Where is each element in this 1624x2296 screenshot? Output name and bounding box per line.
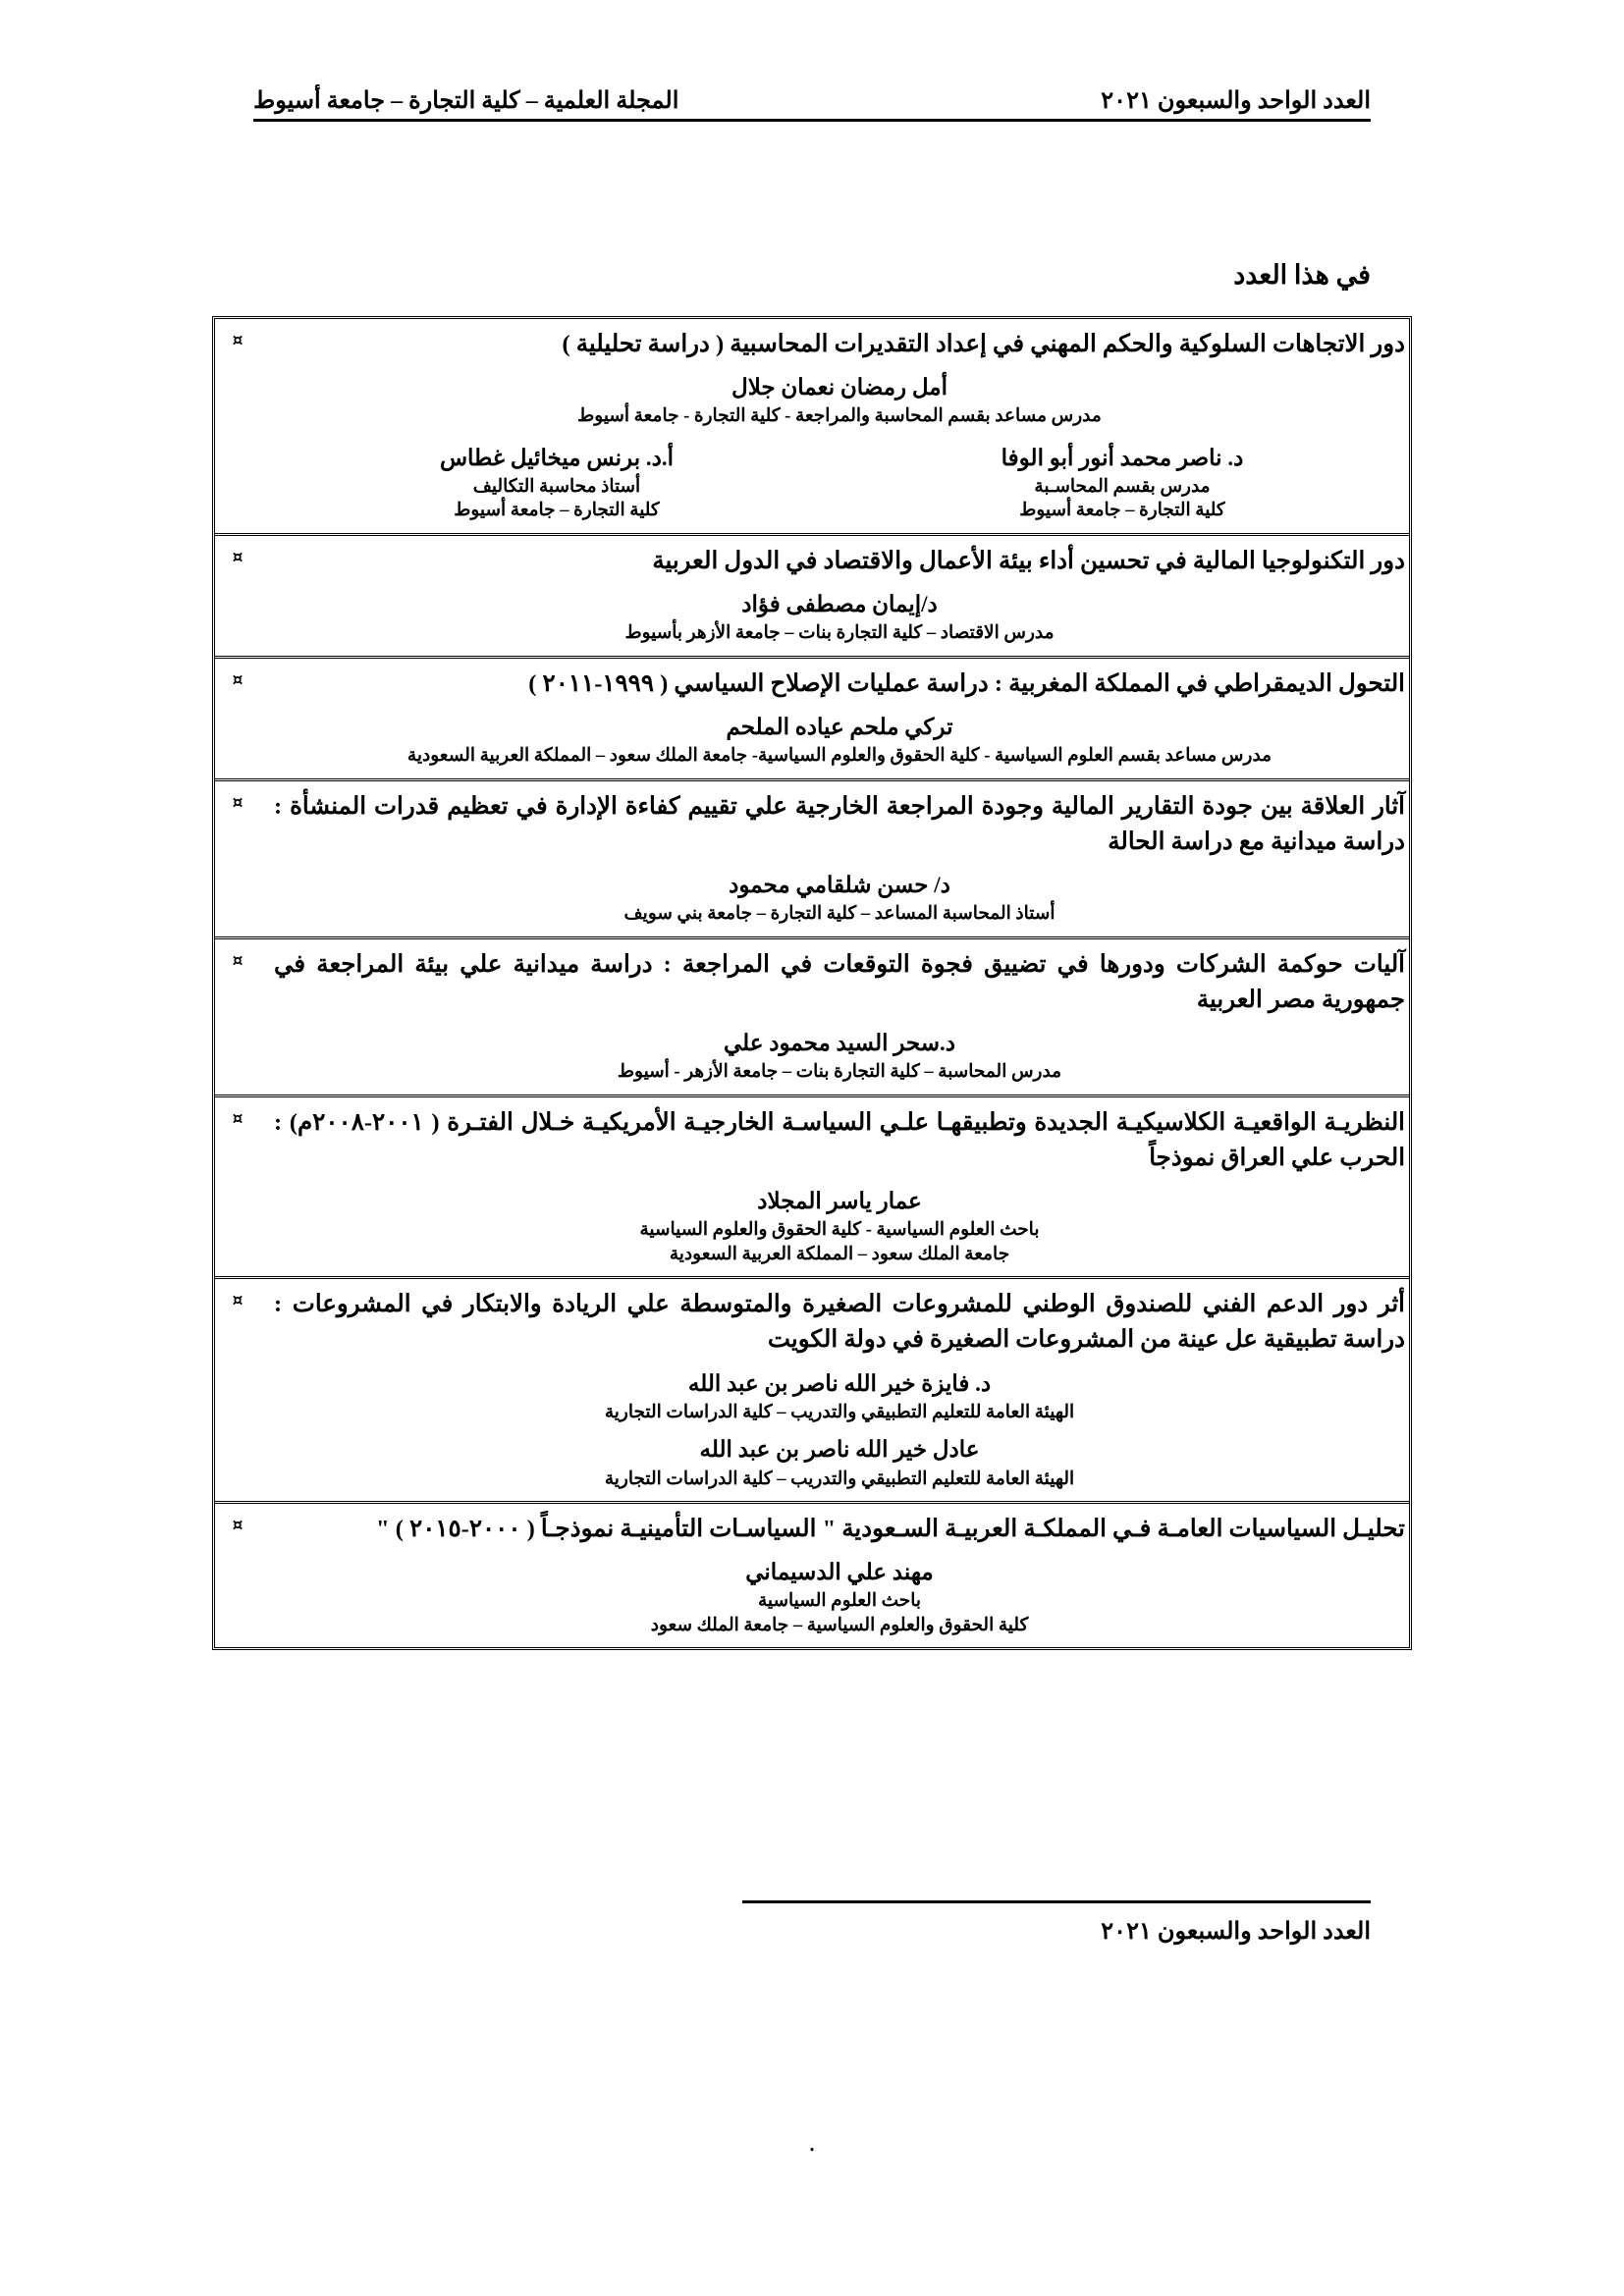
article-entry <box>260 536 1409 656</box>
author-affiliation: مدرس المحاسبة – كلية التجارة بنات – جامعة الأزهر - أسيوط <box>617 1062 1062 1083</box>
bullet-glyph: ¤ <box>232 792 244 813</box>
bullet-glyph: ¤ <box>232 331 244 350</box>
article-entry <box>260 1097 1409 1277</box>
bullet-marker-icon <box>215 939 260 1095</box>
article-title[interactable]: دور التكنولوجيا المالية في تحسين أداء بيئة الأعمال والاقتصاد في الدول العربية <box>652 547 1405 574</box>
table-row[interactable] <box>215 319 1409 536</box>
bullet-marker-icon <box>215 1504 260 1647</box>
author-affiliation: مدرس بقسم المحاسـبة <box>1034 477 1211 498</box>
author-block <box>274 870 1405 927</box>
author-affiliation: باحث العلوم السياسية - كلية الحقوق والعلوم السياسية <box>639 1220 1040 1241</box>
bullet-marker-icon <box>215 1279 260 1501</box>
article-entry <box>260 1504 1409 1647</box>
article-title[interactable]: دور الاتجاهات السلوكية والحكم المهني في إعداد التقديرات المحاسبية ( دراسة تحليلية ) <box>562 331 1405 357</box>
author-affiliation: مدرس مساعد بقسم العلوم السياسية - كلية الحقوق والعلوم السياسية- جامعة الملك سعود – المملكة العربية السعودية <box>406 746 1272 767</box>
author-block <box>274 1368 1405 1425</box>
author-name: أ.د. برنس ميخائيل غطاس <box>439 445 675 470</box>
author-block <box>274 372 1405 429</box>
author-affiliation: كلية الحقوق والعلوم السياسية – جامعة الملك سعود <box>650 1615 1029 1635</box>
article-title[interactable]: النظريـة الواقعيـة الكلاسيكيـة الجديدة وتطبيقهـا علـي السياسـة الخارجيـة الأمريكيـة خـلال الفتـرة ( ٢٠٠١-٢٠٠٨م) : الحرب علي العراق نموذجاً <box>274 1108 1405 1171</box>
author-name: أمل رمضان نعمان جلال <box>731 375 947 400</box>
bullet-marker-icon <box>215 659 260 778</box>
author-block <box>274 1557 1405 1637</box>
author-name: مهند علي الدسيماني <box>745 1560 934 1585</box>
bullet-glyph: ¤ <box>232 1291 244 1311</box>
bullet-glyph: ¤ <box>232 1108 244 1129</box>
page-title: في هذا العدد <box>1233 260 1371 290</box>
author-name: د/ حسن شلقامي محمود <box>729 873 950 898</box>
bullet-marker-icon <box>215 781 260 936</box>
table-row[interactable] <box>215 1097 1409 1280</box>
author-name: د.سحر السيد محمود علي <box>723 1031 956 1056</box>
author-affiliation: كلية التجارة – جامعة أسيوط <box>454 501 660 521</box>
author-column <box>839 443 1405 523</box>
header-issue-number: العدد الواحد والسبعون ٢٠٢١ <box>1101 88 1371 114</box>
author-name: د. ناصر محمد أنور أبو الوفا <box>1001 445 1244 470</box>
bullet-glyph: ¤ <box>232 950 244 971</box>
article-entry <box>260 1279 1409 1501</box>
author-name: عادل خير الله ناصر بن عبد الله <box>699 1437 980 1463</box>
table-row[interactable] <box>215 781 1409 939</box>
bullet-marker-icon <box>215 1097 260 1277</box>
table-row[interactable] <box>215 536 1409 659</box>
author-block <box>274 589 1405 646</box>
article-entry <box>260 319 1409 533</box>
running-header <box>253 86 1371 122</box>
author-affiliation: مدرس مساعد بقسم المحاسبة والمراجعة - كلية التجارة - جامعة أسيوط <box>577 406 1102 427</box>
author-block <box>274 712 1405 769</box>
author-affiliation: أستاذ المحاسبة المساعد – كلية التجارة – جامعة بني سويف <box>623 904 1056 925</box>
article-title[interactable]: تحليـل السياسيات العامـة فـي المملكـة العربيـة السـعودية " السياسـات التأمينيـة نموذجـاً ( ٢٠٠٠-٢٠١٥ ) " <box>376 1515 1405 1542</box>
article-entry <box>260 659 1409 778</box>
running-footer: العدد الواحد والسبعون ٢٠٢١ <box>742 1900 1371 1946</box>
table-row[interactable] <box>215 939 1409 1097</box>
author-block <box>274 1186 1405 1266</box>
bullet-marker-icon <box>215 319 260 533</box>
article-title[interactable]: آثار العلاقة بين جودة التقارير المالية وجودة المراجعة الخارجية علي تقييم كفاءة الإدارة في تعظيم قدرات المنشأة : دراسة ميدانية مع دراسة الحالة <box>274 792 1405 855</box>
author-block <box>274 1028 1405 1085</box>
page-number: ٠ <box>806 2139 818 2160</box>
author-block <box>274 1434 1405 1491</box>
article-entry <box>260 939 1409 1095</box>
table-row[interactable] <box>215 1279 1409 1504</box>
bullet-glyph: ¤ <box>232 1515 244 1535</box>
author-column <box>274 443 839 523</box>
article-title[interactable]: آليات حوكمة الشركات ودورها في تضييق فجوة التوقعات في المراجعة : دراسة ميدانية علي بيئة المراجعة في جمهورية مصر العربية <box>274 950 1405 1013</box>
author-affiliation: الهيئة العامة للتعليم التطبيقي والتدريب – كلية الدراسات التجارية <box>604 1402 1075 1422</box>
author-affiliation: كلية التجارة – جامعة أسيوط <box>1019 501 1225 521</box>
bullet-glyph: ¤ <box>232 669 244 690</box>
author-affiliation: مدرس الاقتصاد – كلية التجارة بنات – جامعة الأزهر بأسيوط <box>624 623 1055 644</box>
table-row[interactable] <box>215 1504 1409 1647</box>
author-affiliation: أستاذ محاسبة التكاليف <box>472 477 641 498</box>
author-columns <box>274 443 1405 523</box>
author-name: عمار ياسر المجلاد <box>757 1189 922 1214</box>
author-affiliation: جامعة الملك سعود – المملكة العربية السعودية <box>669 1244 1010 1264</box>
article-entry <box>260 781 1409 936</box>
article-title[interactable]: التحول الديمقراطي في المملكة المغربية : دراسة عمليات الإصلاح السياسي ( ١٩٩٩-٢٠١١ ) <box>528 669 1405 697</box>
article-title[interactable]: أثر دور الدعم الفني للصندوق الوطني للمشروعات الصغيرة والمتوسطة علي الريادة والابتكار في المشروعات : دراسة تطبيقية عل عينة من المشروعات الصغيرة في دولة الكويت <box>274 1291 1405 1354</box>
table-row[interactable] <box>215 659 1409 781</box>
bullet-marker-icon <box>215 536 260 656</box>
header-journal-title: المجلة العلمية – كلية التجارة – جامعة أسيوط <box>253 88 679 114</box>
bullet-glyph: ¤ <box>232 547 244 567</box>
author-name: تركي ملحم عياده الملحم <box>726 714 953 739</box>
author-affiliation: باحث العلوم السياسية <box>758 1591 921 1612</box>
author-name: د/إيمان مصطفى فؤاد <box>741 592 938 617</box>
table-of-contents <box>212 316 1412 1650</box>
author-name: د. فايزة خير الله ناصر بن عبد الله <box>687 1370 992 1396</box>
author-affiliation: الهيئة العامة للتعليم التطبيقي والتدريب – كلية الدراسات التجارية <box>604 1468 1075 1489</box>
